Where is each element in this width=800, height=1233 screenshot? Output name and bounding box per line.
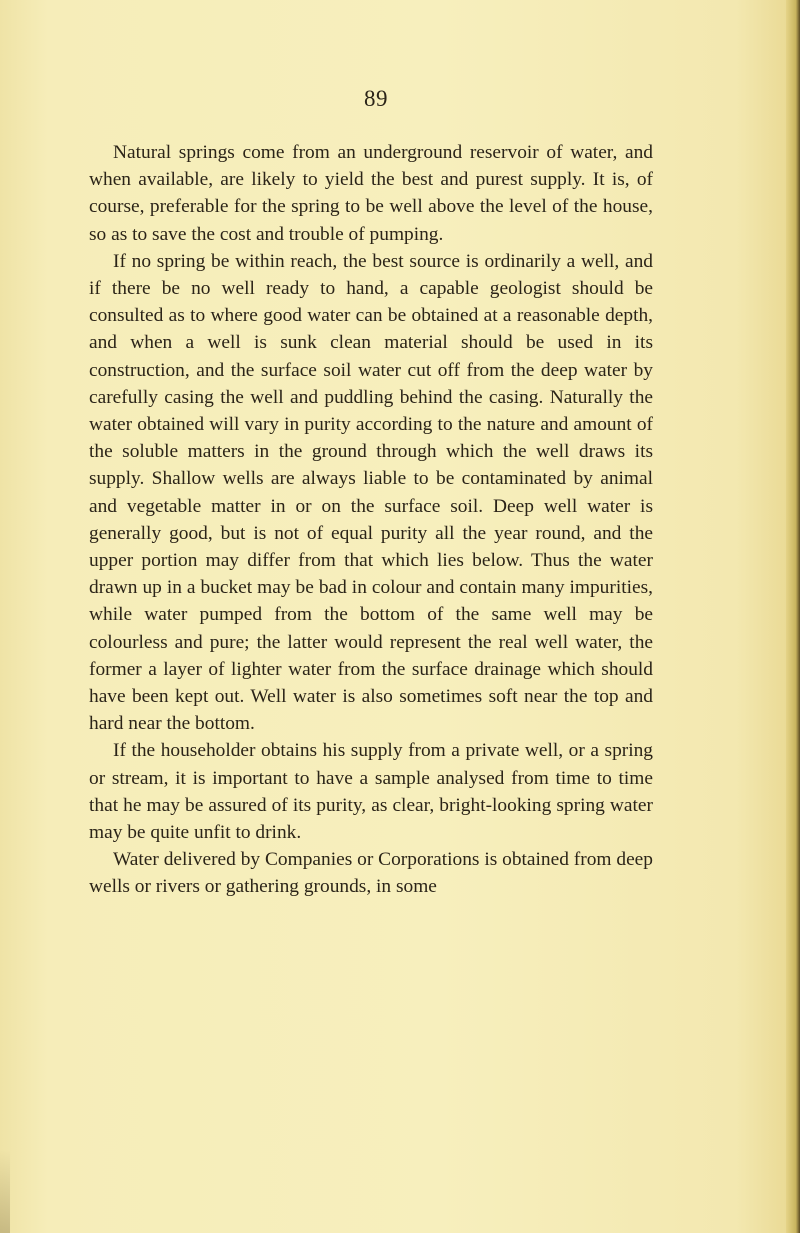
body-text (89, 139, 653, 901)
paragraph-springs: Natural springs come from an underground reservoir of water, and when available, are likely to yield the best and purest supply. It is, of course, preferable for the spring to be well above the level of the house, so as to save the cost and trouble of pumping. (89, 142, 653, 245)
paragraph-private-supply: If the householder obtains his supply from a private well, or a spring or stream, it is important to have a sample analysed from time to time that he may be assured of its purity, as clear, bright-looking spring water may be quite unfit to drink. (89, 740, 653, 844)
page-shadow (0, 1150, 10, 1233)
page-number: 89 (364, 86, 388, 111)
page-edge (786, 0, 800, 1233)
paragraph-wells: If no spring be within reach, the best source is ordinarily a well, and if there be no well ready to hand, a capable geologist should be consulted as to where good water can be obtained at a reasonable depth, and when a well is sunk clean material should be used in its construction, and the surface soil water cut off from the deep water by carefully casing the well and puddling behind the casing. Naturally the water obtained will vary in purity according to the nature and amount of the soluble matters in the ground through which the well draws its supply. Shallow wells are always liable to be contaminated by animal and vegetable matter in or on the surface soil. Deep well water is generally good, but is not of equal purity all the year round, and the upper portion may differ from that which lies below. Thus the water drawn up in a bucket may be bad in colour and contain many impurities, while water pumped from the bottom of the same well may be colourless and pure; the latter would represent the real well water, the former a layer of lighter water from the surface drainage which should have been kept out. Well water is also sometimes soft near the top and hard near the bottom. (89, 250, 653, 735)
paragraph-companies: Water delivered by Companies or Corporations is obtained from deep wells or rivers or gathering grounds, in some (89, 849, 653, 898)
